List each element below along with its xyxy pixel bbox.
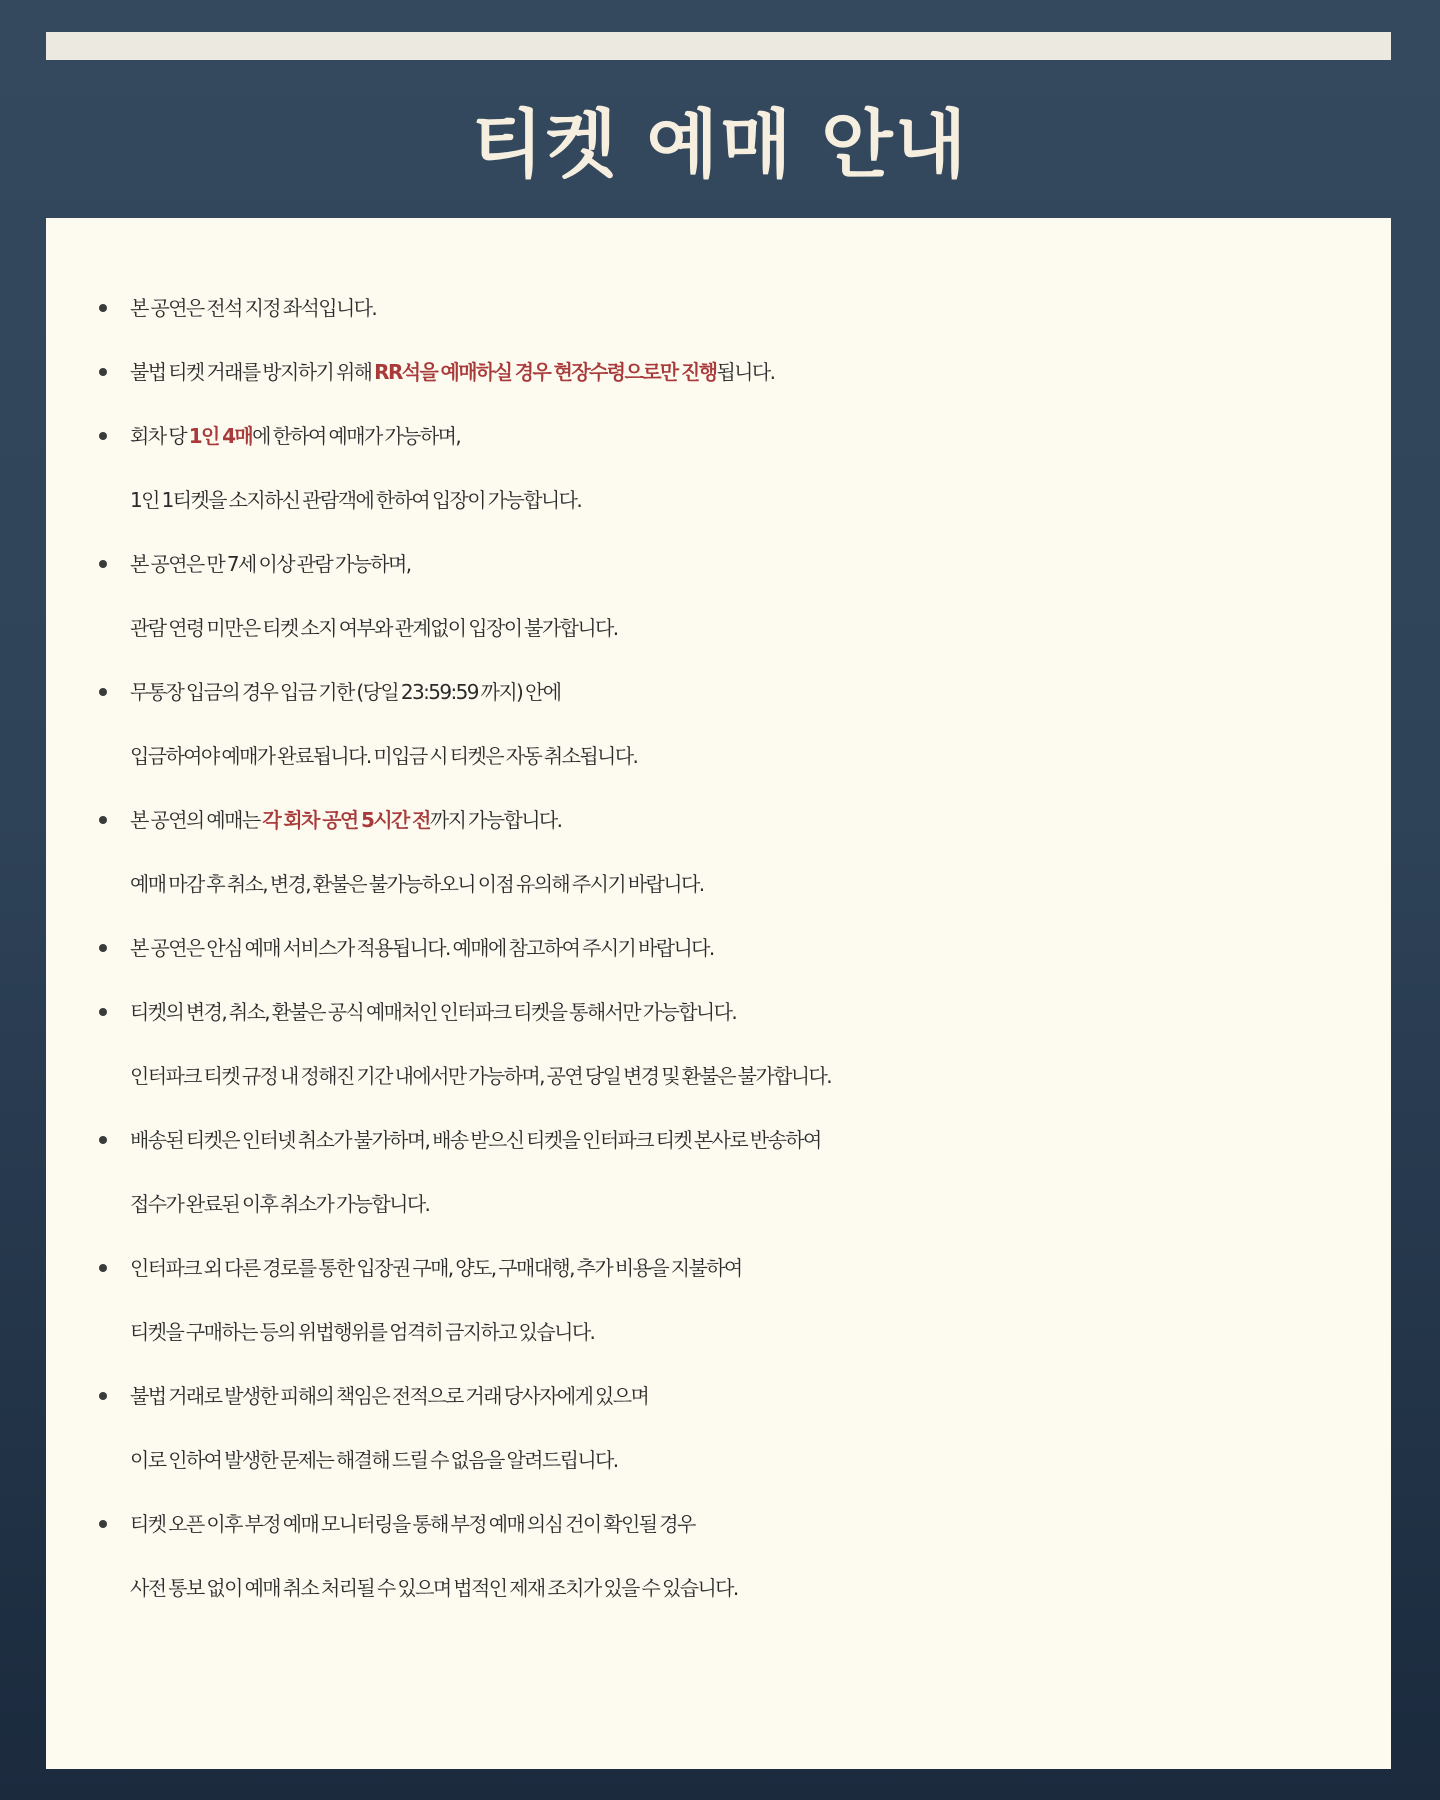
notice-line-1	[130, 660, 1391, 724]
bullet-icon	[99, 1520, 107, 1528]
bullet-icon	[99, 1008, 107, 1016]
bullet-icon	[99, 304, 107, 312]
notice-text: 무통장 입금의 경우 입금 기한 (당일 23:59:59 까지) 안에	[130, 680, 561, 704]
page-title: 티켓 예매 안내	[471, 102, 969, 188]
notice-item	[46, 404, 1391, 532]
notice-item	[46, 1108, 1391, 1236]
notice-highlight: 각 회차 공연 5시간 전	[262, 808, 430, 832]
notice-line-2: 인터파크 티켓 규정 내 정해진 기간 내에서만 가능하며, 공연 당일 변경 및 환불은 불가합니다.	[130, 1064, 832, 1088]
notice-line-1	[130, 916, 1391, 980]
notice-line-1	[130, 1364, 1391, 1428]
notice-line-1	[130, 404, 1391, 468]
notice-text: 본 공연은 만 7세 이상 관람 가능하며,	[130, 552, 411, 576]
notice-text: 불법 티켓 거래를 방지하기 위해	[130, 360, 375, 384]
notice-line-2: 예매 마감 후 취소, 변경, 환불은 불가능하오니 이점 유의해 주시기 바랍니다.	[130, 872, 704, 896]
notice-text: 본 공연은 전석 지정 좌석입니다.	[130, 296, 377, 320]
notice-item	[46, 340, 1391, 404]
notice-panel	[46, 218, 1391, 1769]
notice-text: 배송된 티켓은 인터넷 취소가 불가하며, 배송 받으신 티켓을 인터파크 티켓 본사로 반송하여	[130, 1128, 821, 1152]
bullet-icon	[99, 368, 107, 376]
notice-line-1	[130, 1236, 1391, 1300]
top-decorative-strip	[46, 32, 1391, 60]
notice-line-2: 1인 1티켓을 소지하신 관람객에 한하여 입장이 가능합니다.	[130, 488, 582, 512]
notice-text: 됩니다.	[716, 360, 775, 384]
bullet-icon	[99, 944, 107, 952]
notice-highlight: 1인 4매	[188, 424, 253, 448]
bullet-icon	[99, 432, 107, 440]
bullet-icon	[99, 560, 107, 568]
notice-line-2: 접수가 완료된 이후 취소가 가능합니다.	[130, 1192, 430, 1216]
notice-line-1	[130, 340, 1391, 404]
notice-text: 티켓의 변경, 취소, 환불은 공식 예매처인 인터파크 티켓을 통해서만 가능합니다.	[130, 1000, 737, 1024]
notice-line-1	[130, 1492, 1391, 1556]
bullet-icon	[99, 1136, 107, 1144]
notice-line-1	[130, 532, 1391, 596]
notice-item	[46, 1364, 1391, 1492]
bullet-icon	[99, 1264, 107, 1272]
notice-text: 본 공연의 예매는	[130, 808, 263, 832]
notice-line-1	[130, 276, 1391, 340]
notice-line-1	[130, 1108, 1391, 1172]
notice-item	[46, 276, 1391, 340]
notice-item	[46, 532, 1391, 660]
notice-text: 까지 가능합니다.	[429, 808, 562, 832]
bullet-icon	[99, 816, 107, 824]
notice-item	[46, 980, 1391, 1108]
notice-text: 회차 당	[130, 424, 189, 448]
bullet-icon	[99, 1392, 107, 1400]
notice-item	[46, 1492, 1391, 1620]
notice-line-2: 관람 연령 미만은 티켓 소지 여부와 관계없이 입장이 불가합니다.	[130, 616, 618, 640]
notice-text: 인터파크 외 다른 경로를 통한 입장권 구매, 양도, 구매대행, 추가 비용을 지불하여	[130, 1256, 742, 1280]
notice-text: 티켓 오픈 이후 부정 예매 모니터링을 통해 부정 예매 의심 건이 확인될 경우	[130, 1512, 695, 1536]
notice-list	[46, 276, 1391, 1620]
notice-line-2: 티켓을 구매하는 등의 위법행위를 엄격히 금지하고 있습니다.	[130, 1320, 595, 1344]
notice-line-1	[130, 788, 1391, 852]
notice-item	[46, 660, 1391, 788]
notice-item	[46, 916, 1391, 980]
notice-line-2: 입금하여야 예매가 완료됩니다. 미입금 시 티켓은 자동 취소됩니다.	[130, 744, 638, 768]
notice-text: 불법 거래로 발생한 피해의 책임은 전적으로 거래 당사자에게 있으며	[130, 1384, 649, 1408]
notice-highlight: RR석을 예매하실 경우 현장수령으로만 진행	[374, 360, 717, 384]
notice-line-2: 이로 인하여 발생한 문제는 해결해 드릴 수 없음을 알려드립니다.	[130, 1448, 618, 1472]
notice-item	[46, 788, 1391, 916]
notice-line-1	[130, 980, 1391, 1044]
notice-line-2: 사전 통보 없이 예매 취소 처리될 수 있으며 법적인 제재 조치가 있을 수 있습니다.	[130, 1576, 738, 1600]
notice-text: 본 공연은 안심 예매 서비스가 적용됩니다. 예매에 참고하여 주시기 바랍니다.	[130, 936, 714, 960]
notice-item	[46, 1236, 1391, 1364]
notice-text: 에 한하여 예매가 가능하며,	[252, 424, 461, 448]
bullet-icon	[99, 688, 107, 696]
